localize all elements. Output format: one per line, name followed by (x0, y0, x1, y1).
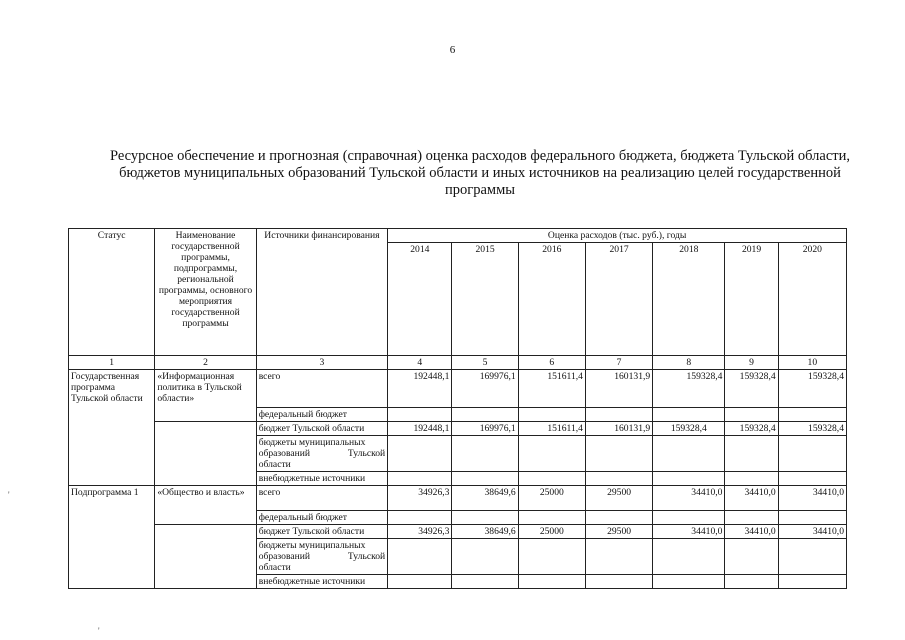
header-sources: Источники финансирования (256, 229, 388, 356)
table-row (69, 525, 847, 539)
header-year: 2017 (585, 243, 652, 356)
row-program-name: «Информационная политика в Тульской области» (155, 370, 256, 422)
value-cell: 38649,6 (452, 486, 518, 511)
source-municipal (256, 436, 388, 472)
value-cell: 25000 (518, 525, 585, 539)
value-cell: 34926,3 (388, 486, 452, 511)
source-total: всего (256, 486, 388, 511)
source-regional: бюджет Тульской области (256, 422, 388, 436)
value-cell: 29500 (585, 486, 652, 511)
value-cell: 34410,0 (725, 486, 778, 511)
margin-mark: ' (8, 490, 10, 500)
header-year: 2020 (778, 243, 846, 356)
value-cell: 34410,0 (725, 525, 778, 539)
value-cell: 159328,4 (778, 422, 846, 436)
header-year: 2019 (725, 243, 778, 356)
source-municipal (256, 539, 388, 575)
source-municipal-line: бюджеты муниципальных (258, 437, 366, 448)
source-municipal-line: области (258, 459, 291, 470)
value-cell: 192448,1 (388, 422, 452, 436)
value-cell: 159328,4 (725, 370, 778, 408)
source-federal: федеральный бюджет (256, 511, 388, 525)
source-municipal-line: Тульской (347, 448, 386, 459)
source-municipal-line: образований (258, 448, 311, 459)
col-number: 7 (585, 356, 652, 370)
col-number: 8 (653, 356, 725, 370)
row-program-name: «Общество и власть» (155, 486, 256, 525)
header-year: 2014 (388, 243, 452, 356)
value-cell: 34410,0 (653, 525, 725, 539)
value-cell: 34410,0 (653, 486, 725, 511)
value-cell: 151611,4 (518, 370, 585, 408)
col-number: 2 (155, 356, 256, 370)
value-cell: 159328,4 (653, 422, 725, 436)
col-number: 3 (256, 356, 388, 370)
budget-table (68, 228, 847, 589)
source-municipal-line: области (258, 562, 291, 573)
col-number: 10 (778, 356, 846, 370)
value-cell: 192448,1 (388, 370, 452, 408)
margin-mark: ' (98, 626, 100, 636)
value-cell: 34410,0 (778, 525, 846, 539)
table-row (69, 370, 847, 408)
value-cell: 169976,1 (452, 422, 518, 436)
value-cell: 151611,4 (518, 422, 585, 436)
col-number: 1 (69, 356, 155, 370)
source-total: всего (256, 370, 388, 408)
header-year: 2015 (452, 243, 518, 356)
value-cell: 34926,3 (388, 525, 452, 539)
value-cell: 159328,4 (653, 370, 725, 408)
header-year: 2016 (518, 243, 585, 356)
header-status: Статус (69, 229, 155, 356)
value-cell: 160131,9 (585, 370, 652, 408)
col-number: 9 (725, 356, 778, 370)
value-cell: 159328,4 (778, 370, 846, 408)
table-row (69, 422, 847, 436)
source-federal: федеральный бюджет (256, 408, 388, 422)
source-municipal-line: бюджеты муниципальных (258, 540, 366, 551)
value-cell: 34410,0 (778, 486, 846, 511)
source-regional: бюджет Тульской области (256, 525, 388, 539)
source-extra: внебюджетные источники (256, 472, 388, 486)
source-municipal-line: Тульской (347, 551, 386, 562)
page-number: 6 (449, 44, 456, 56)
value-cell: 159328,4 (725, 422, 778, 436)
source-municipal-line: образований (258, 551, 311, 562)
header-estimate: Оценка расходов (тыс. руб.), годы (388, 229, 847, 243)
table-row (69, 486, 847, 511)
row-status: Подпрограмма 1 (69, 486, 155, 589)
value-cell: 29500 (585, 525, 652, 539)
col-number: 4 (388, 356, 452, 370)
row-status: Государственная программа Тульской области (69, 370, 155, 486)
header-program-name: Наименование государственной программы, подпрограммы, региональной программы, основного мероприятия государственной программы (155, 229, 256, 356)
value-cell: 38649,6 (452, 525, 518, 539)
value-cell: 169976,1 (452, 370, 518, 408)
source-extra: внебюджетные источники (256, 575, 388, 589)
page-title: Ресурсное обеспечение и прогнозная (справочная) оценка расходов федерального бюджета, бюджета Тульской области, бюджетов муниципальных образований Тульской области и иных источников на реализацию целей государственной программы (110, 148, 850, 198)
col-number: 5 (452, 356, 518, 370)
col-number: 6 (518, 356, 585, 370)
header-year: 2018 (653, 243, 725, 356)
value-cell: 25000 (518, 486, 585, 511)
value-cell: 160131,9 (585, 422, 652, 436)
